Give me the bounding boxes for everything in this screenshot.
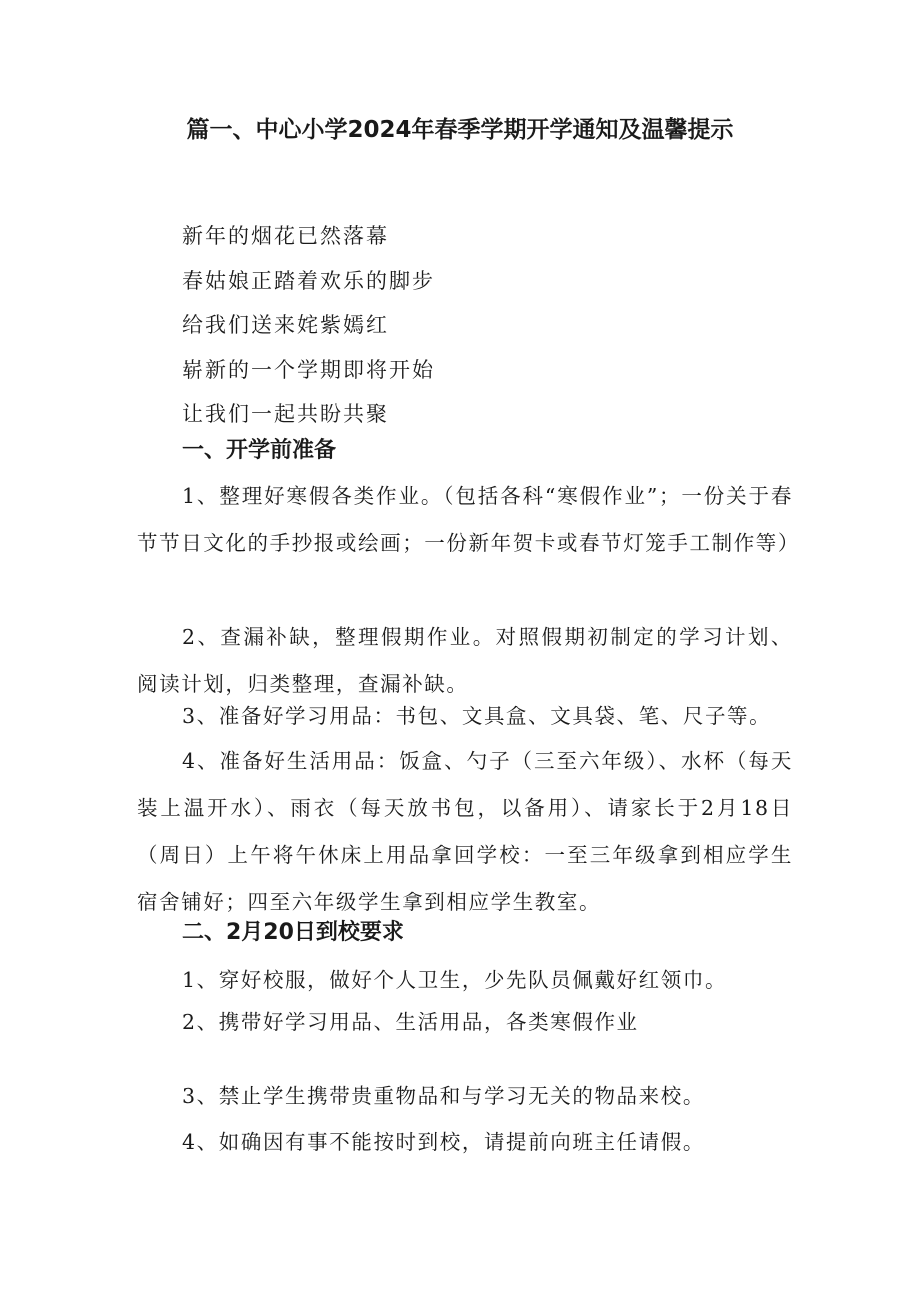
section-heading-arrival: 二、2月20日到校要求 [182,920,404,945]
paragraph-item: 3、准备好学习用品：书包、文具盒、文具袋、笔、尺子等。 [182,704,772,728]
list-item: 3、禁止学生携带贵重物品和与学习无关的物品来校。 [182,1084,705,1108]
poem-line: 新年的烟花已然落幕 [182,224,389,248]
poem-line: 让我们一起共盼共聚 [182,402,389,426]
paragraph-item: 4、准备好生活用品：饭盒、勺子（三至六年级）、水杯（每天装上温开水）、雨衣（每天放书包，以备用）、请家长于2月18日（周日）上午将午休床上用品拿回学校：一至三年级拿到相应学生宿舍铺好；四至六年级学生拿到相应学生教室。 [137,749,793,914]
poem-line: 给我们送来姹紫嫣红 [182,313,389,337]
poem-block [182,214,435,437]
paragraph-item: 1、整理好寒假各类作业。（包括各科“寒假作业”；一份关于春节节日文化的手抄报或绘画；一份新年贺卡或春节灯笼手工制作等） [137,484,800,555]
list-item: 1、穿好校服，做好个人卫生，少先队员佩戴好红领巾。 [182,968,728,992]
list-item: 4、如确因有事不能按时到校，请提前向班主任请假。 [182,1130,705,1154]
section-heading-preparation: 一、开学前准备 [182,438,337,463]
paragraph-item: 2、查漏补缺，整理假期作业。对照假期初制定的学习计划、阅读计划，归类整理，查漏补缺。 [137,625,793,696]
poem-line: 崭新的一个学期即将开始 [182,357,435,382]
document-title: 篇一、中心小学2024年春季学期开学通知及温馨提示 [186,117,734,143]
poem-line: 春姑娘正踏着欢乐的脚步 [182,268,435,293]
list-item: 2、携带好学习用品、生活用品，各类寒假作业 [182,1010,639,1034]
